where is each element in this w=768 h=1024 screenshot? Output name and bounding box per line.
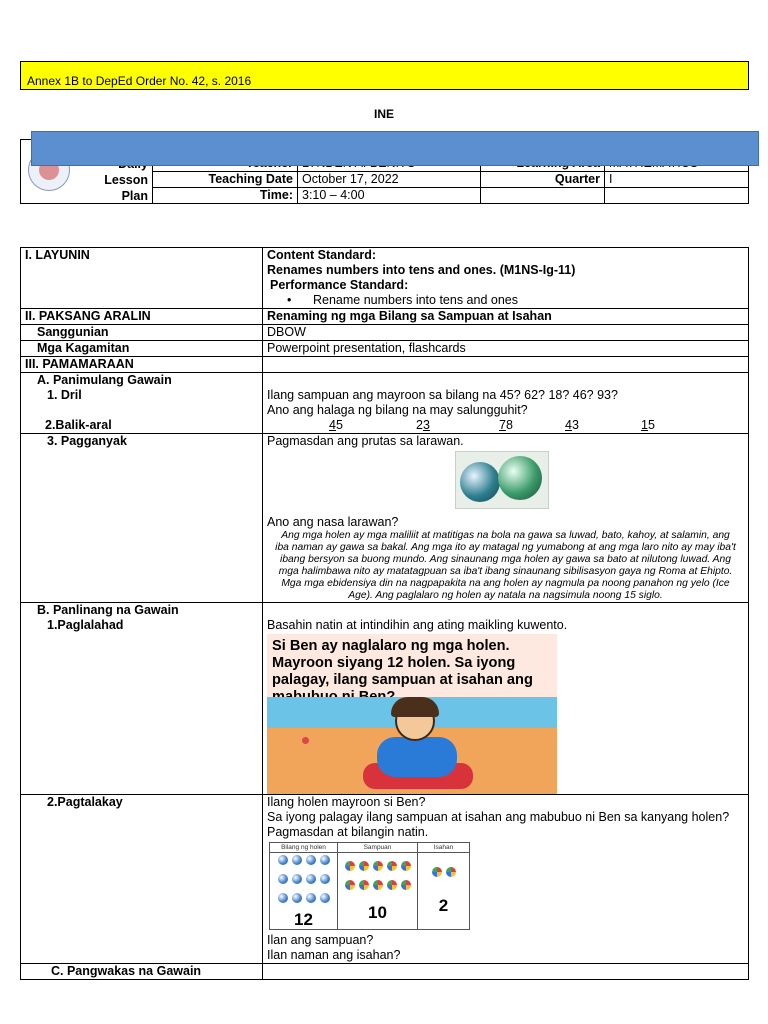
- kagamitan-value: Powerpoint presentation, flashcards: [263, 341, 749, 357]
- performance-standard-label: Performance Standard:: [270, 278, 409, 292]
- paksang-aralin-value: Renaming ng mga Bilang sa Sampuan at Isahan: [263, 309, 749, 325]
- content-standard-text: Renames numbers into tens and ones. (M1NS-Ig-11): [267, 263, 576, 277]
- pagganyak-paragraph: Ang mga holen ay mga maliliit at matitigas na bola na gawa sa luwad, bato, kahoy, at salamin, ang iba naman ay gawa sa bakal. Ang mga ito ay matagal ng yumabong at ang mga laro nito ay may iba't ibang bersyon sa buong mundo. Ang sinaunang mga holen ay gawa sa bato at nilutong luwad. Ang mga halimbawa nito ay matatagpuan sa iba't ibang sinaunang sibilisasyon gaya ng Roma at Ehipto. Mga mga ebidensiya din na nagpapakita na ang holen ay nagmula pa noong panahon ng yelo (Ice Age). Ang paglalaro ng holen ay natala na nagsimula noong 15 siglo.: [275, 530, 736, 601]
- pagtalakay-line: Sa iyong palagay ilang sampuan at isahan ang mabubuo ni Ben sa kanyang holen?: [267, 810, 730, 824]
- school-heading: INE: [373, 107, 394, 121]
- quarter-value: I: [605, 172, 749, 188]
- balik-number: 78: [499, 418, 513, 432]
- count-header: Sampuan: [338, 843, 418, 853]
- count-number: 10: [368, 903, 387, 922]
- story-text: Si Ben ay naglalaro ng mga holen. Mayroon siyang 12 holen. Sa iyong palagay, ilang sampuan at isahan ang: [272, 638, 533, 688]
- count-number: 12: [294, 910, 313, 929]
- count-header: Isahan: [418, 843, 470, 853]
- pagtalakay-content: [263, 795, 749, 964]
- story-scene: [267, 697, 557, 794]
- boy-body: [377, 737, 457, 777]
- panlinang-block: [21, 603, 263, 795]
- marbles-image: [455, 451, 549, 509]
- paksang-aralin-label: II. PAKSANG ARALIN: [21, 309, 263, 325]
- story-image: [267, 634, 557, 794]
- dril-label: 1. Dril: [47, 388, 82, 402]
- count-cell: [270, 853, 338, 930]
- pagtalakay-line: Ilang holen mayroon si Ben?: [267, 795, 426, 809]
- dlp-line-lesson: Lesson: [104, 173, 148, 187]
- performance-bullet: [267, 293, 744, 308]
- marble-icon: [302, 737, 309, 744]
- dril-question: Ilang sampuan ang mayroon sa bilang na 45? 62? 18? 46? 93?: [267, 388, 618, 402]
- paglalahad-content: [263, 603, 749, 795]
- balik-number: 45: [329, 418, 343, 432]
- count-table: [269, 842, 470, 930]
- pangwakas-label: C. Pangwakas na Gawain: [21, 964, 263, 980]
- time-label: Time:: [153, 188, 298, 204]
- paglalahad-label: 1.Paglalahad: [47, 618, 124, 632]
- balik-number: 15: [641, 418, 655, 432]
- balik-number: 43: [565, 418, 579, 432]
- table-row: [21, 795, 749, 964]
- table-row: [21, 603, 749, 795]
- pagtalakay-label: 2.Pagtalakay: [21, 795, 263, 964]
- count-cell: [338, 853, 418, 930]
- table-row: [21, 373, 749, 434]
- dril-content: [263, 373, 749, 434]
- count-number: 2: [438, 896, 449, 915]
- kagamitan-label: Mga Kagamitan: [21, 341, 263, 357]
- pagganyak-label: 3. Pagganyak: [21, 434, 263, 603]
- layunin-content: [263, 248, 749, 309]
- table-row: [21, 434, 749, 603]
- balik-aral-label: 2.Balik-aral: [45, 418, 112, 432]
- panimulang-label: A. Panimulang Gawain: [37, 373, 172, 387]
- teaching-date-label: Teaching Date: [153, 172, 298, 188]
- boy-hair: [391, 697, 439, 717]
- pamamaraan-label: III. PAMAMARAAN: [21, 357, 263, 373]
- table-row: [21, 309, 749, 325]
- overlay-banner: [31, 131, 759, 166]
- quarter-label: Quarter: [481, 172, 605, 188]
- content-standard-label: Content Standard:: [267, 248, 377, 262]
- panlinang-label: B. Panlinang na Gawain: [37, 603, 179, 617]
- dril-question-2: Ano ang halaga ng bilang na may salungguhit?: [267, 403, 528, 417]
- time-value: 3:10 – 4:00: [298, 188, 481, 204]
- panimulang-block: [21, 373, 263, 434]
- sanggunian-value: DBOW: [263, 325, 749, 341]
- paglalahad-instruction: Basahin natin at intindihin ang ating maikling kuwento.: [267, 618, 568, 632]
- annex-text: Annex 1B to DepEd Order No. 42, s. 2016: [27, 74, 252, 88]
- table-row: [21, 964, 749, 980]
- pagtalakay-line: Pagmasdan at bilangin natin.: [267, 825, 429, 839]
- pagtalakay-question: Ilan naman ang isahan?: [267, 948, 401, 962]
- balik-aral-numbers: [267, 418, 744, 433]
- table-row: [21, 357, 749, 373]
- pagganyak-instruction: Pagmasdan ang prutas sa larawan.: [267, 434, 464, 448]
- teaching-date-value: October 17, 2022: [298, 172, 481, 188]
- annex-banner: [20, 61, 749, 90]
- count-cell: [418, 853, 470, 930]
- pagtalakay-question: Ilan ang sampuan?: [267, 933, 374, 947]
- table-row: [21, 341, 749, 357]
- layunin-label: I. LAYUNIN: [21, 248, 263, 309]
- count-header: Bilang ng holen: [270, 843, 338, 853]
- pagganyak-question: Ano ang nasa larawan?: [267, 515, 399, 529]
- dlp-line-plan: Plan: [121, 189, 148, 203]
- pagganyak-content: [263, 434, 749, 603]
- table-row: [21, 325, 749, 341]
- bullet-icon: •: [287, 293, 292, 307]
- marble-icon: [460, 462, 500, 502]
- performance-bullet-text: Rename numbers into tens and ones: [313, 293, 518, 307]
- sanggunian-label: Sanggunian: [21, 325, 263, 341]
- marble-icon: [498, 456, 542, 500]
- lesson-plan-table: [20, 247, 749, 980]
- balik-number: 23: [416, 418, 430, 432]
- table-row: [21, 248, 749, 309]
